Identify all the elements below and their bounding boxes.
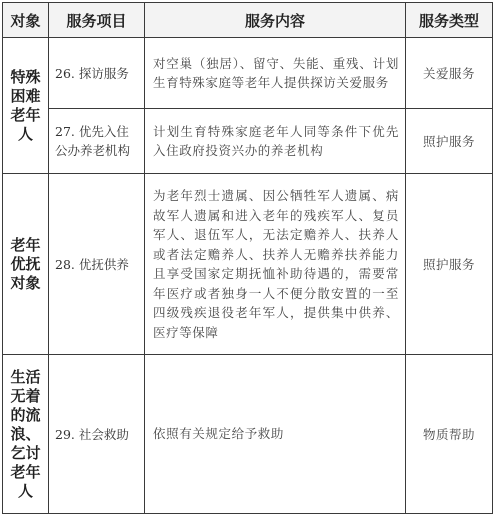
table-row — [3, 38, 493, 109]
header-type: 服务类型 — [406, 3, 493, 38]
group-label-special-difficulty: 特殊困难老年人 — [3, 38, 49, 174]
service-content: 对空巢（独居）、留守、失能、重残、计划生育特殊家庭等老年人提供探访关爱服务 — [145, 38, 406, 109]
service-item: 26. 探访服务 — [49, 38, 145, 109]
header-content: 服务内容 — [145, 3, 406, 38]
group-label-veterans: 老年优抚对象 — [3, 174, 49, 355]
service-content: 计划生育特殊家庭老年人同等条件下优先入住政府投资兴办的养老机构 — [145, 109, 406, 174]
header-object: 对象 — [3, 3, 49, 38]
service-type: 物质帮助 — [406, 355, 493, 514]
group-label-homeless: 生活无着的流浪、乞讨老年人 — [3, 355, 49, 514]
header-item: 服务项目 — [49, 3, 145, 38]
service-type: 照护服务 — [406, 174, 493, 355]
table-row — [3, 174, 493, 355]
service-content: 依照有关规定给予救助 — [145, 355, 406, 514]
services-table — [2, 2, 493, 514]
service-item: 28. 优抚供养 — [49, 174, 145, 355]
service-content: 为老年烈士遗属、因公牺牲军人遗属、病故军人遗属和进入老年的残疾军人、复员军人、退伍军人，无法定赡养人、扶养人或者法定赡养人、扶养人无赡养扶养能力且享受国家定期抚恤补助待遇的，需要常年医疗或者独身一人不便分散安置的一至四级残疾退役老年军人，提供集中供养、医疗等保障 — [145, 174, 406, 355]
service-item: 29. 社会救助 — [49, 355, 145, 514]
table-row — [3, 355, 493, 514]
service-type: 关爱服务 — [406, 38, 493, 109]
table-row — [3, 109, 493, 174]
header-row — [3, 3, 493, 38]
service-item: 27. 优先入住公办养老机构 — [49, 109, 145, 174]
service-type: 照护服务 — [406, 109, 493, 174]
